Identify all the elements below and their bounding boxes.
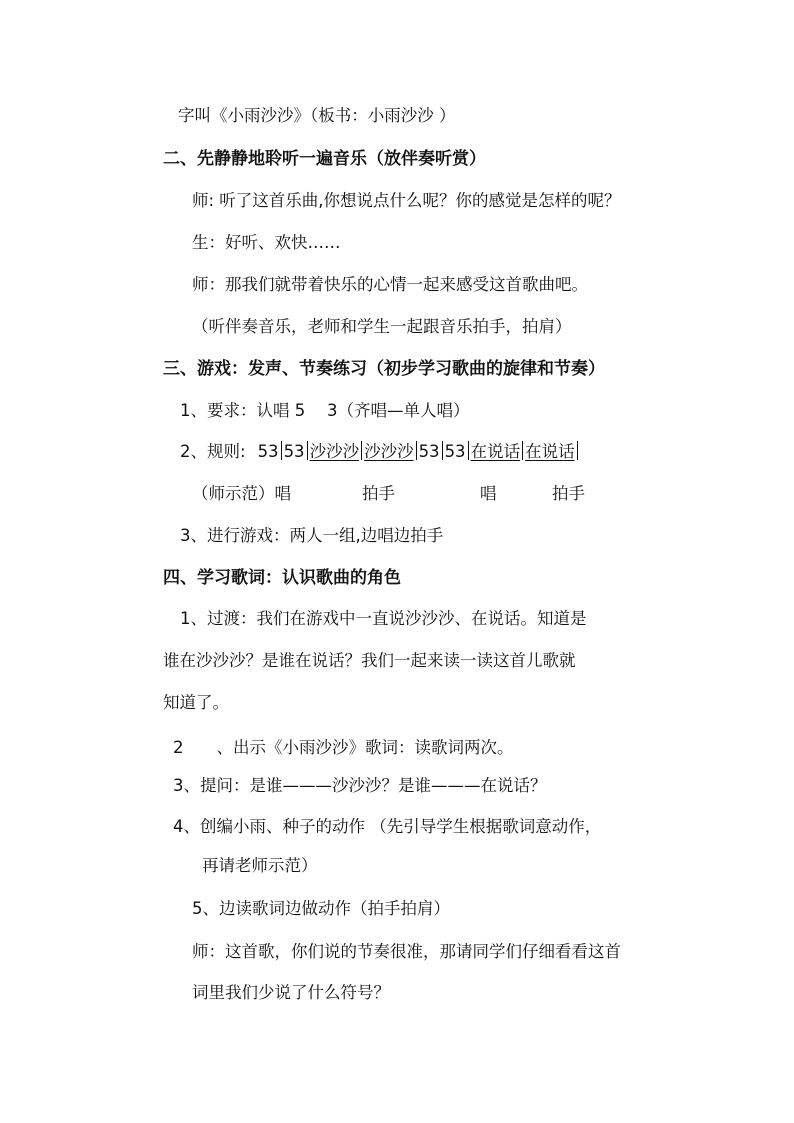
text-line-read-and-act: 5、边读歌词边做动作（拍手拍肩）	[192, 899, 450, 918]
text-line-student-answer: 生：好听、欢快……	[192, 233, 341, 252]
text-line-create-actions: 4、创编小雨、种子的动作 （先引导学生根据歌词意动作，	[173, 817, 602, 836]
bar-line	[522, 441, 523, 460]
bar-line	[307, 441, 308, 460]
rule-prefix: 2、规则:	[180, 442, 246, 461]
rhythm-rule-line	[180, 441, 580, 463]
text-line-transition: 1、过渡：我们在游戏中一直说沙沙沙、在说话。知道是	[180, 609, 587, 628]
section-heading-2: 二、先静静地聆听一遍音乐（放伴奏听赏）	[163, 149, 486, 169]
demo-line-c: 唱	[480, 484, 497, 503]
bar-line	[281, 441, 282, 460]
text-line-create-actions-cont: 再请老师示范）	[202, 856, 318, 875]
demo-line-a: （师示范）唱	[192, 484, 291, 503]
rule-speaking: 在说话	[525, 442, 575, 461]
rule-note-53: 53	[283, 442, 305, 461]
text-line-teacher-rhythm: 师：这首歌，你们说的节奏很准，那请同学们仔细看看这首	[192, 942, 621, 961]
rule-shasha: 沙沙沙	[309, 442, 360, 461]
text-line-question: 3、提问：是谁———沙沙沙？是谁———在说话？	[173, 776, 547, 795]
bar-line	[468, 441, 469, 460]
text-line-teacher-question: 师: 听了这首乐曲,你想说点什么呢？你的感觉是怎样的呢？	[192, 191, 621, 210]
bar-line	[416, 441, 417, 460]
text-line-show-lyrics: 2 、出示《小雨沙沙》歌词：读歌词两次。	[173, 738, 514, 757]
rule-note-53: 53	[418, 442, 440, 461]
text-line-teacher-rhythm-cont: 词里我们少说了什么符号？	[192, 983, 390, 1002]
bar-line	[442, 441, 443, 460]
text-line-game: 3、进行游戏：两人一组,边唱边拍手	[180, 526, 444, 545]
demo-line-d: 拍手	[552, 484, 585, 503]
text-line-accompaniment-note: （听伴奏音乐，老师和学生一起跟音乐拍手，拍肩）	[192, 317, 572, 336]
section-heading-4: 四、学习歌词：认识歌曲的角色	[163, 568, 401, 588]
text-line-teacher-invite: 师：那我们就带着快乐的心情一起来感受这首歌曲吧。	[192, 275, 588, 294]
text-line-transition-cont: 谁在沙沙沙？是谁在说话？我们一起来读一读这首儿歌就	[163, 651, 576, 670]
text-line-transition-end: 知道了。	[163, 693, 229, 712]
rule-note-53: 53	[444, 442, 466, 461]
rule-note-53: 53	[257, 442, 279, 461]
demo-line-b: 拍手	[362, 484, 395, 503]
text-line-requirement: 1、要求：认唱 5 3（齐唱—单人唱）	[180, 401, 470, 420]
text-line-title-ref: 字叫《小雨沙沙》（板书：小雨沙沙 ）	[178, 106, 456, 125]
rule-speaking: 在说话	[470, 442, 521, 461]
bar-line	[577, 441, 578, 460]
bar-line	[361, 441, 362, 460]
rule-shasha: 沙沙沙	[364, 442, 414, 461]
section-heading-3: 三、游戏：发声、节奏练习（初步学习歌曲的旋律和节奏）	[163, 359, 605, 379]
